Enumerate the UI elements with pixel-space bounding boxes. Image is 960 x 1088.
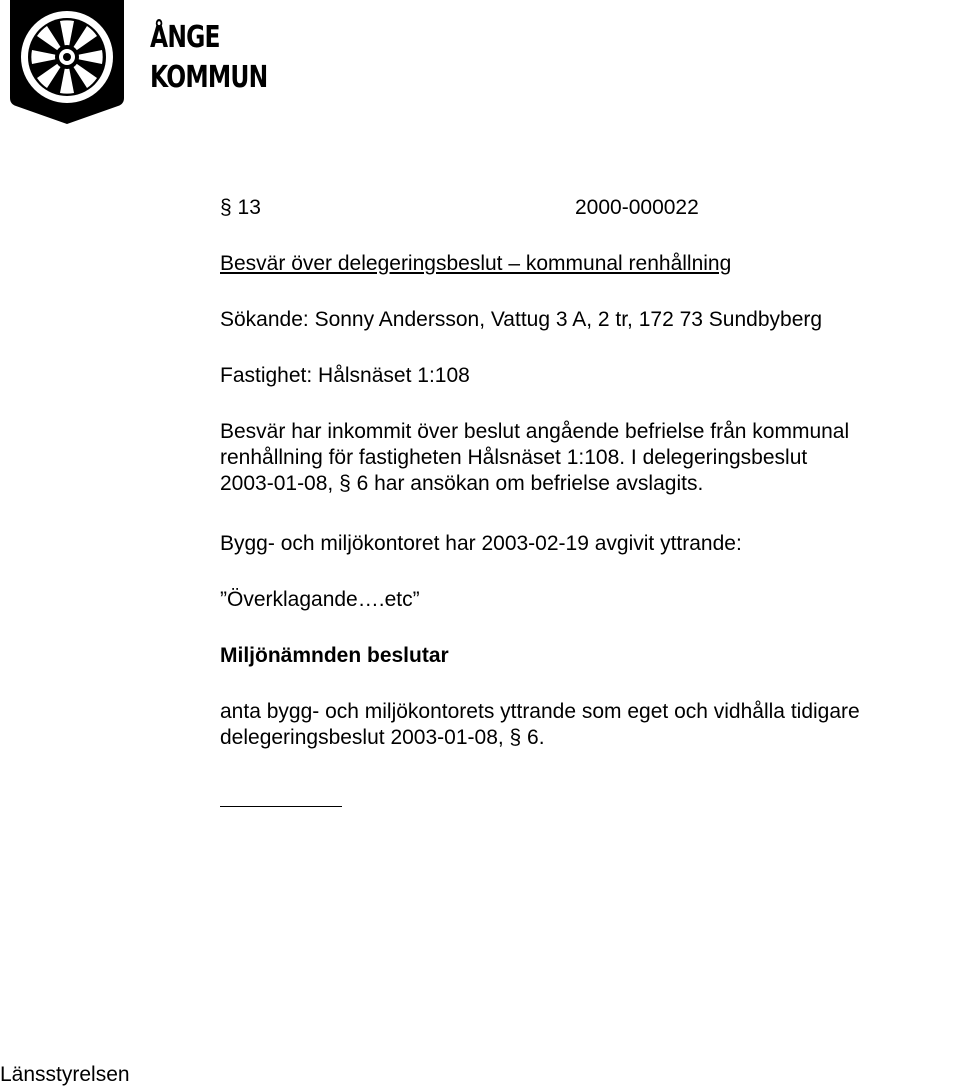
footer-recipient: Länsstyrelsen	[0, 1063, 130, 1086]
decision-heading: Miljönämnden beslutar	[220, 644, 449, 667]
wheel-emblem-icon	[8, 0, 126, 124]
quote-line: ”Överklagande….etc”	[220, 588, 420, 611]
org-name-line1: ÅNGE	[150, 20, 220, 55]
decision-paragraph	[220, 699, 860, 751]
section-number: § 13	[220, 196, 261, 219]
body-line: 2003-01-08, § 6 har ansökan om befrielse avslagits.	[220, 472, 704, 495]
signature-line	[220, 806, 342, 807]
item-title: Besvär över delegeringsbeslut – kommunal renhållning	[220, 252, 732, 275]
decision-line: anta bygg- och miljökontorets yttrande som eget och vidhålla tidigare	[220, 700, 860, 723]
case-number: 2000-000022	[575, 196, 699, 219]
org-name-line2: KOMMUN	[150, 60, 268, 95]
body-line: renhållning för fastigheten Hålsnäset 1:108. I delegeringsbeslut	[220, 446, 808, 469]
section-line	[220, 195, 699, 221]
decision-line: delegeringsbeslut 2003-01-08, § 6.	[220, 726, 545, 749]
property-line: Fastighet: Hålsnäset 1:108	[220, 364, 470, 387]
body-paragraph	[220, 419, 849, 497]
body-line: Besvär har inkommit över beslut angående befrielse från kommunal	[220, 420, 850, 443]
applicant-line: Sökande: Sonny Andersson, Vattug 3 A, 2 tr, 172 73 Sundbyberg	[220, 308, 823, 331]
statement-intro: Bygg- och miljökontoret har 2003-02-19 avgivit yttrande:	[220, 532, 742, 555]
org-name	[150, 18, 267, 98]
